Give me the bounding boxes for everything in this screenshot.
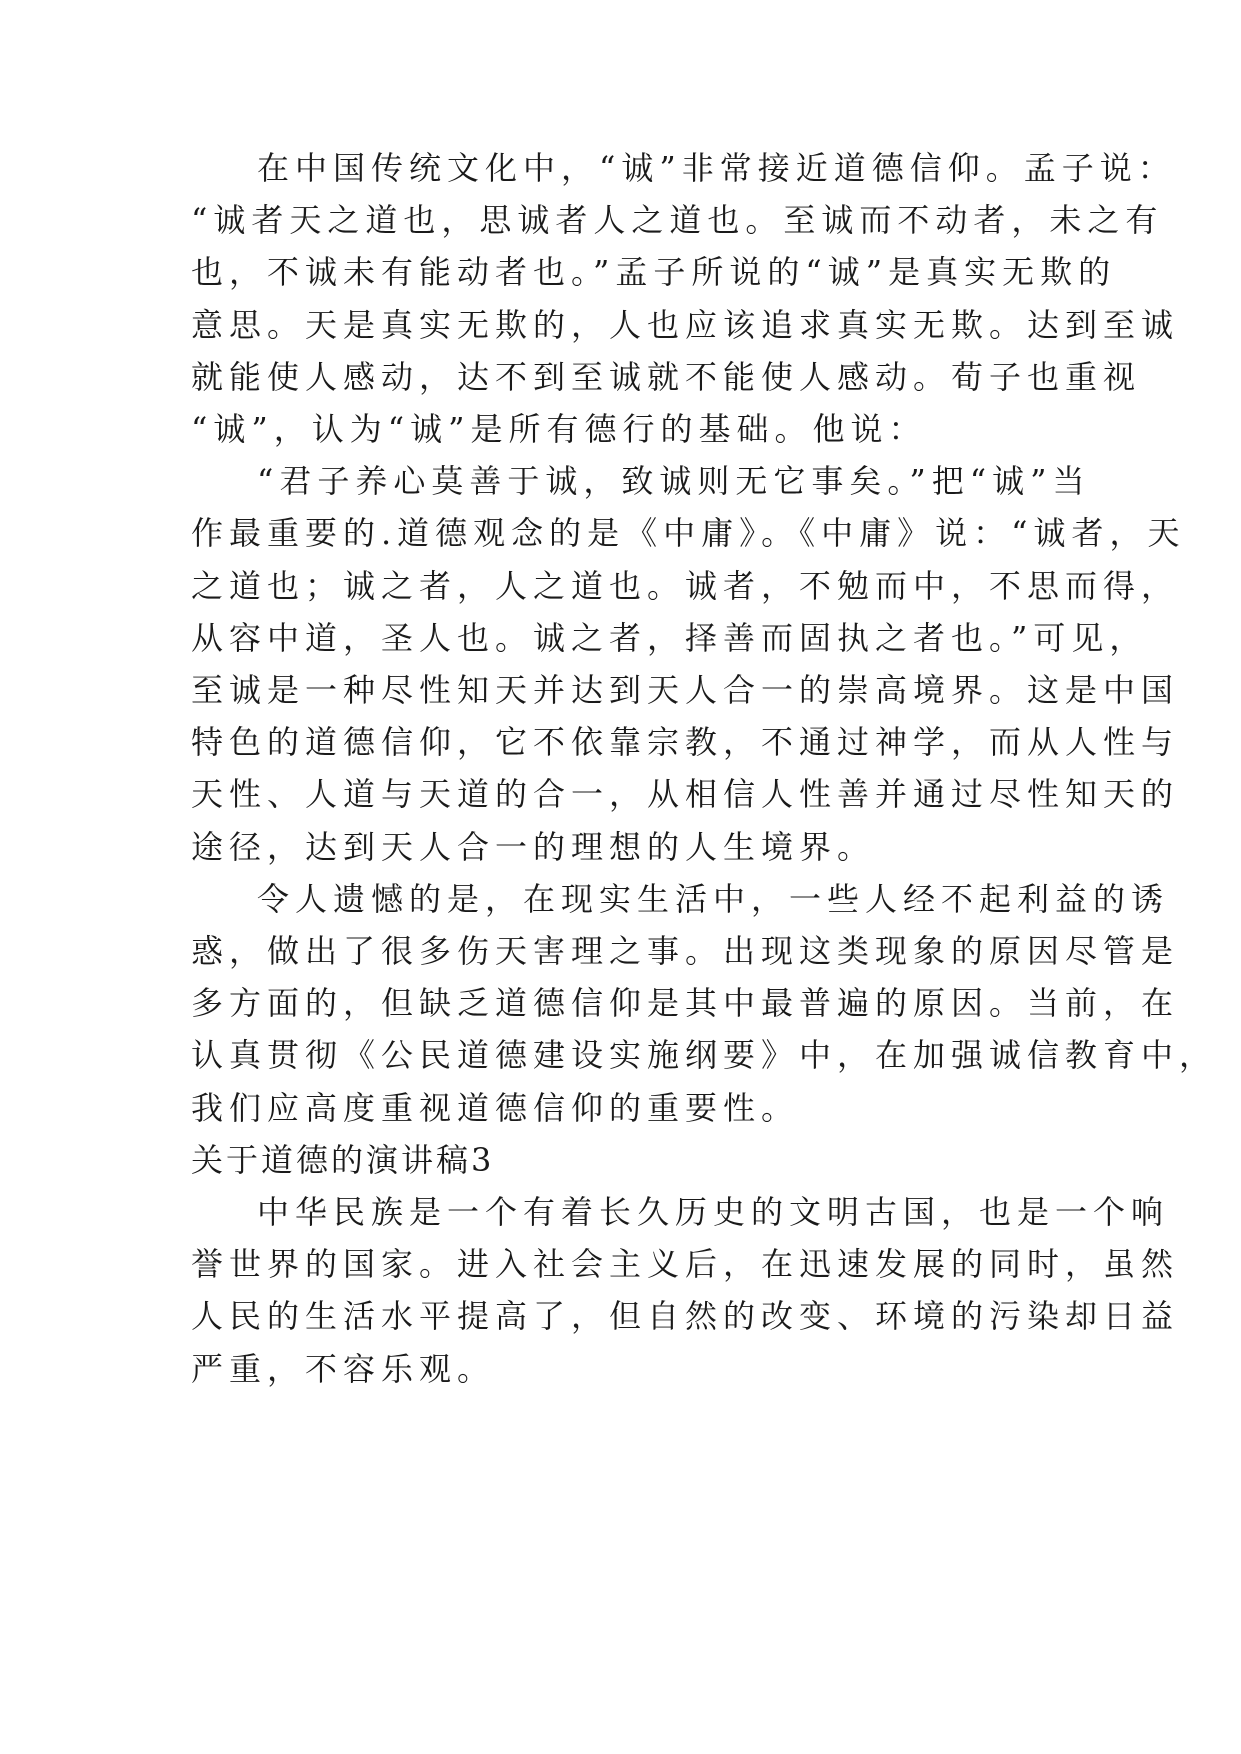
paragraph-line: 作最重要的.道德观念的是《中庸》。《中庸》说：“诚者，天 <box>191 514 1186 552</box>
paragraph-line: 我们应高度重视道德信仰的重要性。 <box>191 1089 800 1127</box>
paragraph-line: 天性、人道与天道的合一，从相信人性善并通过尽性知天的 <box>191 775 1180 813</box>
paragraph-line: “诚者天之道也，思诚者人之道也。至诚而不动者，未之有 <box>191 201 1164 239</box>
paragraph-line: “诚”，认为“诚”是所有德行的基础。他说： <box>191 410 927 448</box>
paragraph-line: 人民的生活水平提高了，但自然的改变、环境的污染却日益 <box>191 1297 1180 1335</box>
paragraph-line: 多方面的，但缺乏道德信仰是其中最普遍的原因。当前，在 <box>191 984 1180 1022</box>
paragraph-line: 誉世界的国家。进入社会主义后，在迅速发展的同时，虽然 <box>191 1245 1180 1283</box>
paragraph-line: 意思。天是真实无欺的，人也应该追求真实无欺。达到至诚 <box>191 306 1180 344</box>
paragraph-line: 至诚是一种尽性知天并达到天人合一的崇高境界。这是中国 <box>191 671 1180 709</box>
paragraph-line: 特色的道德信仰，它不依靠宗教，不通过神学，而从人性与 <box>191 723 1180 761</box>
paragraph-line: 严重，不容乐观。 <box>191 1350 496 1388</box>
paragraph-line: 惑，做出了很多伤天害理之事。出现这类现象的原因尽管是 <box>191 932 1180 970</box>
paragraph-line: 从容中道，圣人也。诚之者，择善而固执之者也。”可见， <box>191 619 1148 657</box>
paragraph-line: 就能使人感动，达不到至诚就不能使人感动。荀子也重视 <box>191 358 1142 396</box>
paragraph-line: 在中国传统文化中，“诚”非常接近道德信仰。孟子说： <box>257 149 1176 187</box>
section-heading: 关于道德的演讲稿3 <box>191 1141 495 1179</box>
paragraph-line: 令人遗憾的是，在现实生活中，一些人经不起利益的诱 <box>257 880 1170 918</box>
paragraph-line: “君子养心莫善于诚，致诚则无它事矣。”把“诚”当 <box>257 462 1091 500</box>
paragraph-line: 途径，达到天人合一的理想的人生境界。 <box>191 828 876 866</box>
paragraph-line: 中华民族是一个有着长久历史的文明古国，也是一个响 <box>257 1193 1170 1231</box>
paragraph-line: 认真贯彻《公民道德建设实施纲要》中，在加强诚信教育中， <box>191 1036 1218 1074</box>
paragraph-line: 也，不诚未有能动者也。”孟子所说的“诚”是真实无欺的 <box>191 253 1117 291</box>
paragraph-line: 之道也；诚之者，人之道也。诚者，不勉而中，不思而得， <box>191 567 1180 605</box>
